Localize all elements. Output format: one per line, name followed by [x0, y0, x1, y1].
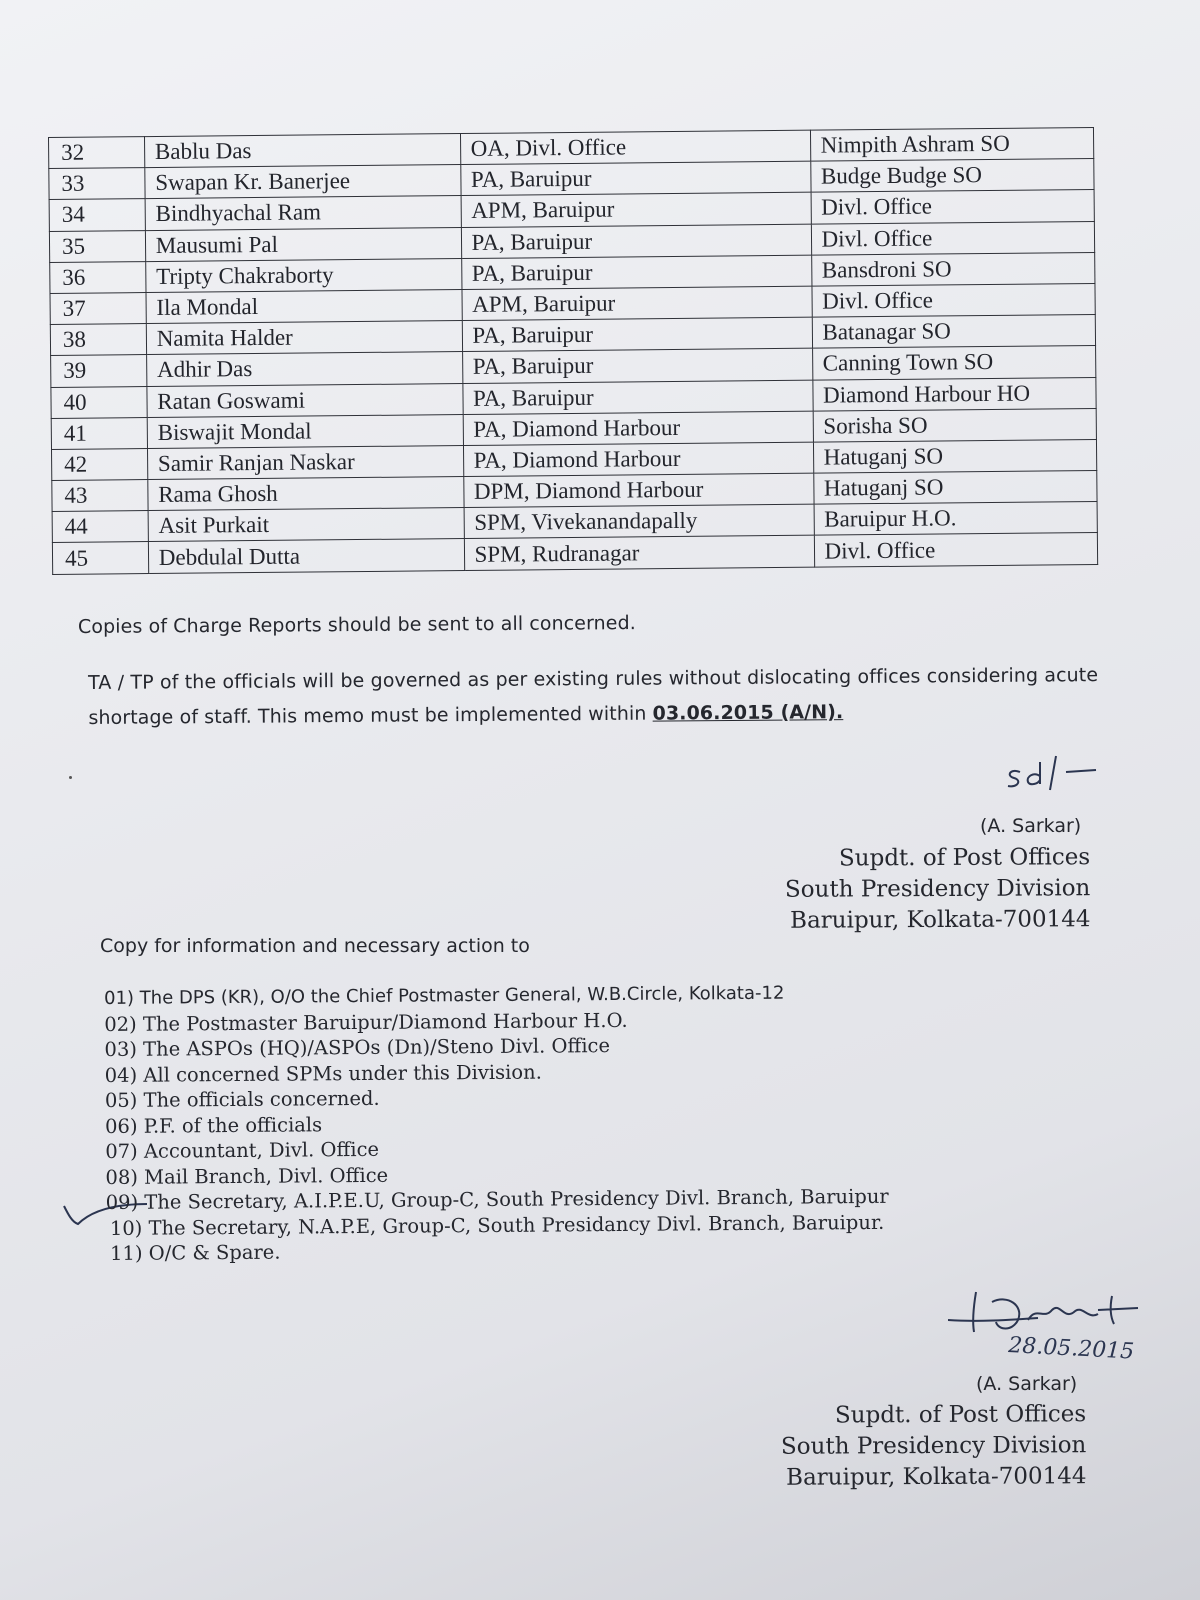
posted-to: Batanagar SO	[812, 315, 1096, 349]
employee-name: Tripty Chakraborty	[146, 258, 462, 292]
signature-date: 28.05.2015	[1007, 1333, 1135, 1365]
employee-name: Bindhyachal Ram	[145, 196, 461, 230]
posted-to: Bansdroni SO	[811, 252, 1095, 286]
posted-to: Budge Budge SO	[810, 159, 1094, 193]
transfer-table	[48, 127, 1098, 575]
row-number: 45	[52, 542, 148, 574]
employee-name: Namita Halder	[146, 321, 462, 355]
copy-list-item: 09) The Secretary, A.I.P.E.U, Group-C, South Presidency Divl. Branch, Baruipur	[105, 1184, 889, 1214]
row-number: 34	[49, 199, 145, 231]
employee-name: Rama Ghosh	[148, 477, 464, 511]
posted-to: Divl. Office	[811, 190, 1095, 224]
current-designation: PA, Baruipur	[461, 224, 811, 259]
signatory-name-1: (A. Sarkar)	[980, 815, 1082, 837]
copy-list-item: 02) The Postmaster Baruipur/Diamond Harbour H.O.	[104, 1008, 628, 1036]
posted-to: Baruipur H.O.	[814, 502, 1098, 536]
stray-dot	[69, 776, 72, 779]
current-designation: APM, Baruipur	[461, 193, 811, 228]
copy-list-item: 07) Accountant, Divl. Office	[105, 1137, 380, 1163]
row-number: 43	[52, 480, 148, 512]
row-number: 41	[51, 417, 147, 449]
copy-heading: Copy for information and necessary action to	[100, 935, 530, 957]
employee-name: Asit Purkait	[148, 508, 464, 542]
row-number: 36	[50, 261, 146, 293]
current-designation: SPM, Rudranagar	[464, 536, 814, 571]
employee-name: Adhir Das	[146, 352, 462, 386]
signatory-name-2: (A. Sarkar)	[976, 1373, 1078, 1395]
posted-to: Canning Town SO	[812, 346, 1096, 380]
employee-name: Bablu Das	[144, 134, 460, 168]
current-designation: OA, Divl. Office	[460, 130, 810, 165]
row-number: 40	[51, 386, 147, 418]
posted-to: Divl. Office	[814, 533, 1098, 567]
current-designation: PA, Baruipur	[461, 255, 811, 290]
posted-to: Hatuganj SO	[813, 439, 1097, 473]
copy-list-item: 01) The DPS (KR), O/O the Chief Postmaster General, W.B.Circle, Kolkata-12	[104, 982, 785, 1009]
signature-block-1	[784, 842, 1090, 937]
transfer-table-body	[49, 127, 1098, 574]
row-number: 32	[49, 137, 145, 169]
current-designation: PA, Baruipur	[462, 380, 812, 415]
employee-name: Biswajit Mondal	[147, 414, 463, 448]
copy-list-item: 04) All concerned SPMs under this Division.	[104, 1060, 542, 1087]
posted-to: Hatuganj SO	[813, 471, 1097, 505]
copy-list-item: 11) O/C & Spare.	[110, 1240, 281, 1265]
signatory-designation-2: Supdt. of Post Offices	[834, 1401, 1086, 1429]
employee-name: Mausumi Pal	[145, 227, 461, 261]
copy-list-item: 03) The ASPOs (HQ)/ASPOs (Dn)/Steno Divl. Office	[104, 1034, 611, 1061]
employee-name: Ila Mondal	[146, 289, 462, 323]
row-number: 39	[51, 355, 147, 387]
sd-signature-mark	[1000, 752, 1100, 802]
employee-name: Ratan Goswami	[147, 383, 463, 417]
charge-reports-note: Copies of Charge Reports should be sent to all concerned.	[77, 612, 636, 638]
deadline-date: 03.06.2015 (A/N).	[652, 701, 844, 725]
current-designation: PA, Baruipur	[462, 348, 812, 383]
posted-to: Nimpith Ashram SO	[810, 127, 1094, 161]
row-number: 37	[50, 293, 146, 325]
posted-to: Sorisha SO	[813, 408, 1097, 442]
posted-to: Divl. Office	[811, 283, 1095, 317]
signatory-division-1: South Presidency Division	[784, 875, 1091, 903]
current-designation: PA, Diamond Harbour	[463, 411, 813, 446]
row-number: 44	[52, 511, 148, 543]
signatory-address-2: Baruipur, Kolkata-700144	[785, 1463, 1087, 1491]
current-designation: PA, Baruipur	[462, 317, 812, 352]
row-number: 38	[50, 324, 146, 356]
signatory-division-2: South Presidency Division	[780, 1432, 1087, 1460]
row-number: 42	[51, 448, 147, 480]
row-number: 33	[49, 168, 145, 200]
current-designation: APM, Baruipur	[462, 286, 812, 321]
copy-list-item: 05) The officials concerned.	[104, 1086, 380, 1112]
signatory-address-1: Baruipur, Kolkata-700144	[789, 906, 1091, 934]
current-designation: PA, Baruipur	[460, 161, 810, 196]
row-number: 35	[49, 230, 145, 262]
posted-to: Divl. Office	[811, 221, 1095, 255]
employee-name: Samir Ranjan Naskar	[147, 445, 463, 479]
current-designation: SPM, Vivekanandapally	[464, 504, 814, 539]
ta-tp-paragraph	[88, 658, 1099, 736]
copy-list-item: 10) The Secretary, N.A.P.E, Group-C, South Presidancy Divl. Branch, Baruipur.	[109, 1210, 885, 1240]
current-designation: DPM, Diamond Harbour	[463, 473, 813, 508]
handwritten-initials	[948, 1290, 1178, 1380]
ta-tp-text: TA / TP of the officials will be governed as per existing rules without dislocating offices considering acute shortage of staff. This memo must be implemented within	[88, 664, 1099, 729]
current-designation: PA, Diamond Harbour	[463, 442, 813, 477]
copy-list	[104, 980, 889, 1267]
signature-block-2	[780, 1399, 1086, 1494]
copy-list-item: 06) P.F. of the officials	[105, 1112, 323, 1138]
employee-name: Debdulal Dutta	[148, 539, 464, 573]
employee-name: Swapan Kr. Banerjee	[145, 165, 461, 199]
posted-to: Diamond Harbour HO	[812, 377, 1096, 411]
copy-list-item: 08) Mail Branch, Divl. Office	[105, 1163, 389, 1189]
signatory-designation-1: Supdt. of Post Offices	[838, 844, 1090, 872]
